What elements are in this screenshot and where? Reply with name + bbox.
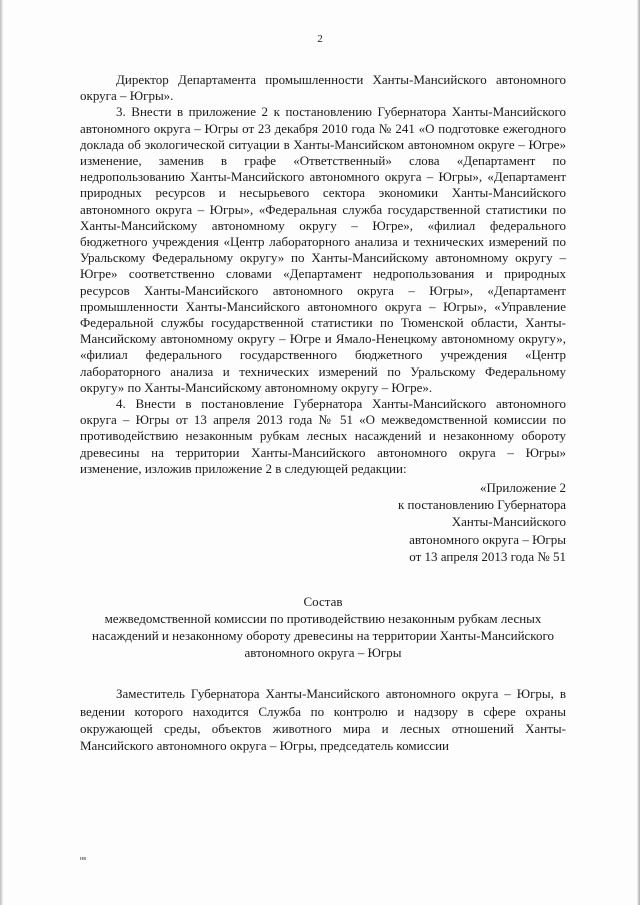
paragraph-director: Директор Департамента промышленности Ханты-Мансийского автономного округа – Югры». <box>80 72 566 104</box>
page-edge-left <box>0 0 3 905</box>
footer-mark: нв <box>80 856 87 862</box>
appendix-line: от 13 апреля 2013 года № 51 <box>409 548 566 564</box>
page-number: 2 <box>317 33 323 45</box>
document-body <box>80 72 566 755</box>
paragraph-item-3: 3. Внести в приложение 2 к постановлению Губернатора Ханты-Мансийского автономного округа – Югры от 23 декабря 2010 года № 241 «О подготовке ежегодного доклада об экологической ситуации в Ханты-Мансийском автономном округе – Югре» изменение, заменив в графе «Ответственный» слова «Департамент по недропользованию Ханты-Мансийского автономного округа – Югры», «Департамент природных ресурсов и несырьевого сектора экономики Ханты-Мансийского автономного округа – Югры», «Федеральная служба государственной статистики по Ханты-Мансийскому автономному округу – Югре», «филиал федерального бюджетного учреждения «Центр лабораторного анализа и технических измерений по Уральскому Федеральному округу» по Ханты-Мансийскому автономному округу – Югре» соответственно словами «Департамент недропользования и природных ресурсов Ханты-Мансийского автономного округа – Югры», «Департамент промышленности Ханты-Мансийского автономного округа – Югры», «Управление Федеральной службы государственной статистики по Тюменской области, Ханты-Мансийскому автономному округу – Югре и Ямало-Ненецкому автономному округу», «филиал федерального государственного бюджетного учреждения «Центр лабораторного анализа и технических измерений по Уральскому Федеральному округу» по Ханты-Мансийскому автономному округу – Югре». <box>80 104 566 395</box>
appendix-line: к постановлению Губернатора <box>397 497 566 513</box>
appendix-line: автономного округа – Югры <box>409 531 566 547</box>
composition-subtitle: межведомственной комиссии по противодействию незаконным рубкам лесных насаждений и незаконному обороту древесины на территории Ханты-Мансийского автономного округа – Югры <box>92 611 554 661</box>
appendix-line: «Приложение 2 <box>479 480 566 496</box>
commission-member: Заместитель Губернатора Ханты-Мансийского автономного округа – Югры, в ведении которого находится Служба по контролю и надзору в сфере охраны окружающей среды, объектов животного мира и лесных отношений Ханты-Мансийского автономного округа – Югры, председатель комиссии <box>80 686 566 754</box>
appendix-reference <box>80 479 566 565</box>
composition-heading: Состав <box>303 594 343 610</box>
appendix-line: Ханты-Мансийского <box>451 514 566 530</box>
paragraph-item-4: 4. Внести в постановление Губернатора Ханты-Мансийского автономного округа – Югры от 13 апреля 2013 года № 51 «О межведомственной комиссии по противодействию незаконным рубкам лесных насаждений и незаконному обороту древесины на территории Ханты-Мансийского автономного округа – Югры» изменение, изложив приложение 2 в следующей редакции: <box>80 396 566 476</box>
